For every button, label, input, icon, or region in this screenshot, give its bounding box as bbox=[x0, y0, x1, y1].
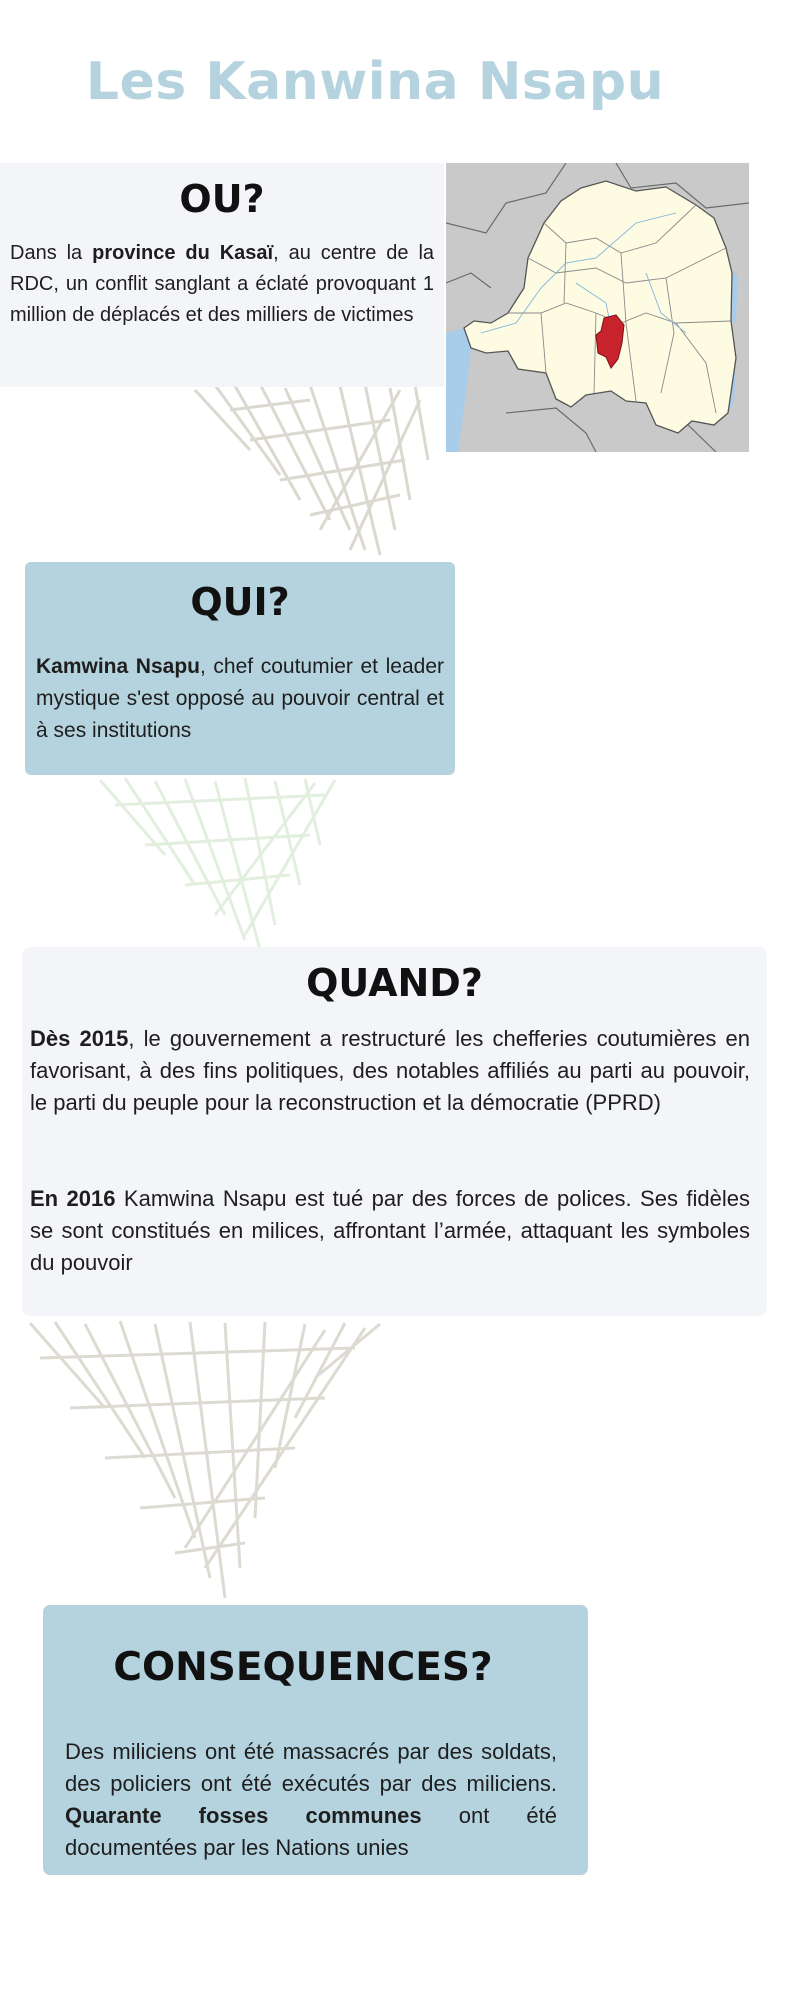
when-2016-text: Kamwina Nsapu est tué par des forces de polices. Ses fidèles se sont constitués en milices, affrontant l’armée, attaquant les symboles du pouvoir bbox=[30, 1186, 750, 1275]
drc-kasai-map bbox=[446, 163, 749, 452]
consequences-heading: CONSEQUENCES? bbox=[113, 1645, 493, 1690]
who-text-bold: Kamwina Nsapu bbox=[36, 655, 200, 678]
when-2016-bold: En 2016 bbox=[30, 1186, 116, 1211]
when-2015-text: , le gouvernement a restructuré les chefferies coutumières en favorisant, à des fins politiques, des notables affiliés au parti au pouvoir, le parti du peuple pour la reconstruction et la démocratie (PPRD) bbox=[30, 1026, 750, 1115]
where-text-bold: province du Kasaï bbox=[92, 242, 274, 264]
who-text-end: , chef coutumier et leader mystique s'est opposé au pouvoir central et à ses institutions bbox=[36, 655, 444, 742]
when-heading: QUAND? bbox=[306, 961, 483, 1005]
when-2015-bold: Dès 2015 bbox=[30, 1026, 129, 1051]
consequences-text-bold: Quarante fosses communes bbox=[65, 1803, 422, 1828]
when-card bbox=[22, 947, 767, 1316]
when-paragraph-2016 bbox=[30, 1183, 750, 1279]
page-title: Les Kanwina Nsapu bbox=[85, 52, 665, 112]
consequences-text bbox=[65, 1736, 557, 1864]
scribble-decoration-3 bbox=[25, 1318, 395, 1608]
scribble-decoration-1 bbox=[190, 380, 440, 570]
who-text bbox=[36, 651, 444, 747]
where-text bbox=[10, 238, 434, 331]
scribble-decoration-2 bbox=[95, 775, 355, 955]
where-text-end: , au centre de la RDC, un conflit sanglant a éclaté provoquant 1 million de déplacés et des milliers de victimes bbox=[10, 242, 435, 326]
when-paragraph-2015 bbox=[30, 1023, 750, 1119]
consequences-card bbox=[43, 1605, 588, 1875]
where-text-start: Dans la bbox=[10, 242, 93, 264]
consequences-text-start: Des miliciens ont été massacrés par des soldats, des policiers ont été exécutés par des miliciens. bbox=[65, 1739, 557, 1796]
where-heading: OU? bbox=[179, 177, 265, 221]
who-card bbox=[25, 562, 455, 775]
consequences-text-end: ont été documentées par les Nations unies bbox=[65, 1803, 557, 1860]
where-card bbox=[0, 163, 444, 387]
who-heading: QUI? bbox=[190, 580, 290, 624]
